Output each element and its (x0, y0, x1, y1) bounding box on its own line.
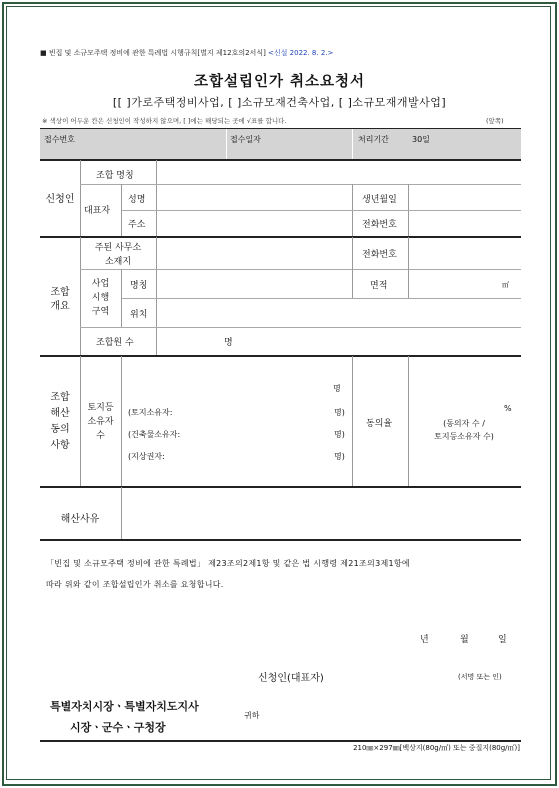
owners-label-3: 수 (96, 431, 105, 441)
area-name-field[interactable] (157, 270, 351, 298)
project-type-checkboxes[interactable]: [[ ]가로주택정비사업, [ ]소규모재건축사업, [ ]소규모재개발사업] (112, 96, 447, 109)
statement-line-1: 「빈집 및 소규모주택 정비에 관한 특례법」 제23조의2제1항 및 같은 법 시행령 제21조의3제1항에 (46, 559, 410, 568)
union-name-label: 조합 명칭 (96, 171, 134, 181)
applicant-phone-field[interactable] (409, 211, 519, 235)
processing-period-value: 30일 (412, 135, 430, 144)
project-area-label-3: 구역 (91, 307, 110, 317)
dissolution-label-3: 동의 (50, 424, 70, 435)
law-reference (40, 48, 333, 58)
superficies-label: (지상권자: (128, 452, 165, 461)
project-area-label-1: 사업 (91, 279, 110, 289)
applicant-representative-label: 신청인(대표자) (258, 673, 324, 684)
area-name-label: 명칭 (130, 281, 148, 291)
land-owner-label: (토지소유자: (128, 408, 173, 417)
main-office-label-2: 소재지 (104, 257, 132, 267)
applicant-phone-label: 전화번호 (362, 220, 397, 230)
members-count-label: 조합원 수 (96, 338, 134, 348)
birth-date-label: 생년월일 (362, 195, 397, 205)
recipient-suffix: 귀하 (244, 711, 260, 720)
receipt-date-label: 접수일자 (230, 135, 261, 144)
address-label: 주소 (128, 220, 146, 230)
amendment-date: <신설 2022. 8. 2.> (268, 49, 334, 57)
main-office-label-1: 주된 사무소 (94, 243, 142, 253)
overview-section-label-2: 개요 (50, 301, 70, 312)
union-name-field[interactable] (157, 161, 519, 183)
main-office-field[interactable] (157, 238, 351, 268)
dissolution-reason-field[interactable] (122, 488, 519, 538)
date-day-label: 일 (498, 635, 507, 645)
owners-label-2: 소유자 (87, 417, 114, 427)
receipt-row (40, 129, 521, 159)
location-label: 위치 (130, 310, 148, 320)
owners-total-unit: 명 (333, 384, 341, 393)
representative-label: 대표자 (84, 206, 111, 216)
recipient-line-1: 특별자치시장ㆍ특별자치도지사 (50, 700, 199, 713)
name-label: 성명 (128, 195, 146, 205)
form-title: 조합설립인가 취소요청서 (193, 74, 366, 90)
statement-line-2: 따라 위와 같이 조합설립인가 취소를 요청합니다. (46, 580, 224, 589)
page-side-label: (앞쪽) (486, 117, 504, 125)
area-size-unit: ㎡ (502, 281, 509, 289)
dissolution-label-4: 사항 (50, 440, 70, 451)
recipient-line-2: 시장ㆍ군수ㆍ구청장 (70, 721, 166, 734)
building-owner-unit: 명) (334, 430, 345, 439)
birth-date-field[interactable] (409, 185, 519, 209)
office-phone-field[interactable] (409, 238, 519, 268)
address-field[interactable] (157, 211, 351, 235)
consent-formula-2: 토지등소유자 수) (434, 432, 494, 441)
office-phone-label: 전화번호 (362, 250, 397, 260)
applicant-section-label: 신청인 (45, 194, 75, 205)
paper-spec: 210㎜×297㎜[백상지(80g/㎡) 또는 중질지(80g/㎡)] (353, 744, 520, 752)
building-owner-label: (건축물소유자: (128, 430, 181, 439)
superficies-unit: 명) (334, 452, 345, 461)
date-month-label: 월 (460, 635, 469, 645)
consent-rate-label: 동의율 (366, 419, 393, 429)
overview-section-label-1: 조합 (50, 287, 70, 298)
consent-formula-1: (동의자 수 / (443, 419, 485, 428)
name-field[interactable] (157, 185, 351, 209)
owners-label-1: 토지등 (87, 403, 114, 413)
receipt-number-label: 접수번호 (44, 135, 75, 144)
land-owner-unit: 명) (334, 408, 345, 417)
consent-rate-unit: % (504, 404, 512, 413)
processing-period-label: 처리기간 (358, 135, 389, 144)
law-reference-text: ■ 빈집 및 소규모주택 정비에 관한 특례법 시행규칙[별지 제12호의2서식] (40, 49, 266, 57)
members-count-unit: 명 (224, 338, 233, 348)
dissolution-reason-label: 해산사유 (60, 514, 100, 525)
project-area-label-2: 시행 (91, 293, 110, 303)
instruction-note: ※ 색상이 어두운 칸은 신청인이 작성하지 않으며, [ ]에는 해당되는 곳에 √표를 합니다. (42, 117, 287, 125)
dissolution-label-1: 조합 (50, 392, 70, 403)
signature-note[interactable]: (서명 또는 인) (458, 673, 502, 681)
area-size-label: 면적 (370, 281, 388, 291)
date-year-label: 년 (420, 635, 429, 645)
location-field[interactable] (157, 299, 519, 326)
dissolution-label-2: 해산 (50, 408, 70, 419)
